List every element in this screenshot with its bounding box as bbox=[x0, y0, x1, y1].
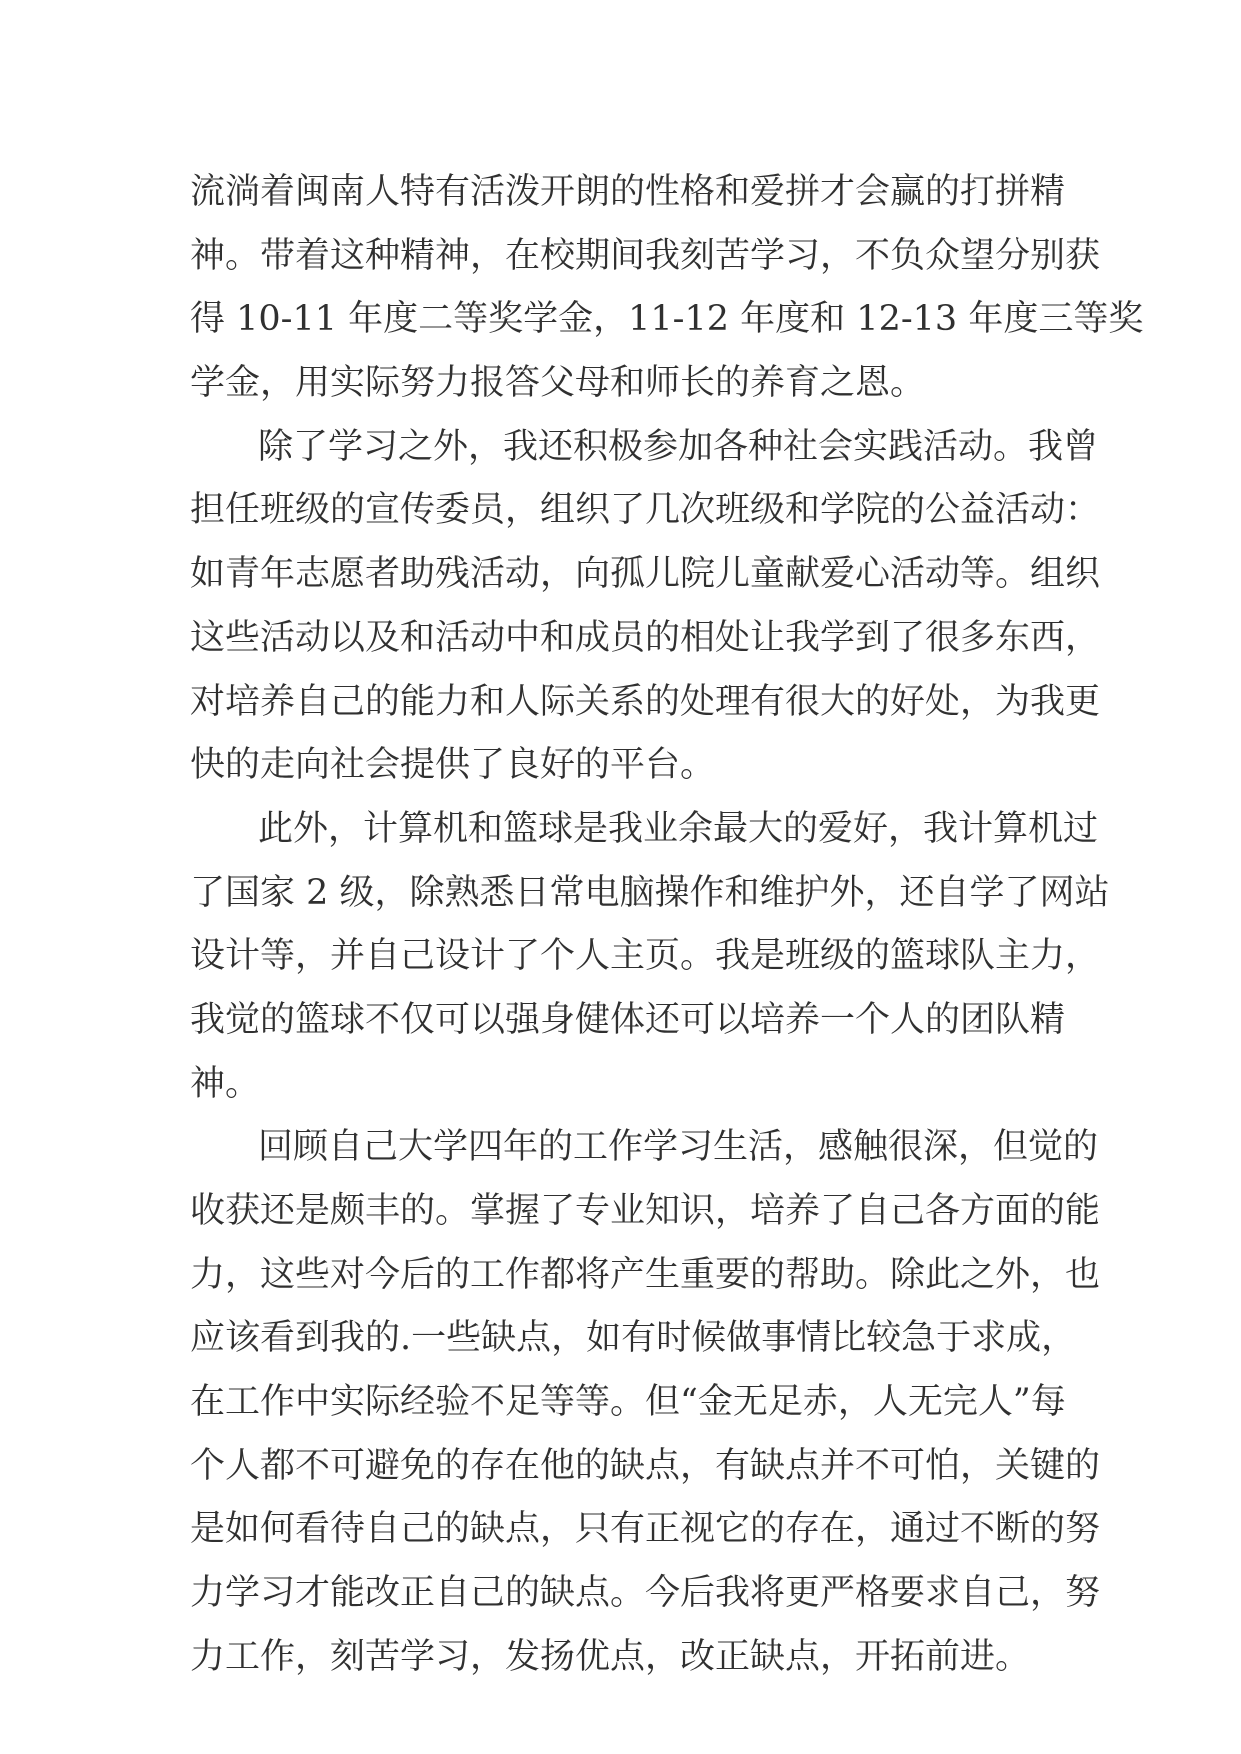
text-line: 我觉的篮球不仅可以强身健体还可以培养一个人的团队精 bbox=[190, 999, 1066, 1040]
text-line: 力学习才能改正自己的缺点。今后我将更严格要求自己，努 bbox=[190, 1573, 1101, 1614]
text-line: 应该看到我的.一些缺点，如有时候做事情比较急于求成， bbox=[190, 1318, 1077, 1359]
text-line: 担任班级的宣传委员，组织了几次班级和学院的公益活动： bbox=[190, 490, 1101, 531]
text-line: 除了学习之外，我还积极参加各种社会实践活动。我曾 bbox=[258, 426, 1099, 467]
document-body bbox=[190, 161, 1144, 1690]
text-line: 快的走向社会提供了良好的平台。 bbox=[190, 745, 716, 786]
text-line: 是如何看待自己的缺点，只有正视它的存在，通过不断的努 bbox=[190, 1509, 1101, 1550]
text-line: 对培养自己的能力和人际关系的处理有很大的好处，为我更 bbox=[190, 681, 1101, 722]
text-line: 此外，计算机和篮球是我业余最大的爱好，我计算机过 bbox=[258, 808, 1099, 849]
text-line: 在工作中实际经验不足等等。但“金无足赤，人无完人”每 bbox=[190, 1382, 1066, 1423]
text-line: 学金，用实际努力报答父母和师长的养育之恩。 bbox=[190, 363, 926, 404]
text-line: 流淌着闽南人特有活泼开朗的性格和爱拼才会赢的打拼精 bbox=[190, 172, 1066, 212]
text-line: 这些活动以及和活动中和成员的相处让我学到了很多东西， bbox=[190, 617, 1101, 658]
text-line: 回顾自己大学四年的工作学习生活，感触很深，但觉的 bbox=[258, 1127, 1099, 1168]
text-line: 得 10-11 年度二等奖学金，11-12 年度和 12-13 年度三等奖 bbox=[190, 299, 1144, 340]
text-line: 设计等，并自己设计了个人主页。我是班级的篮球队主力， bbox=[190, 936, 1101, 977]
text-line: 如青年志愿者助残活动，向孤儿院儿童献爱心活动等。组织 bbox=[190, 554, 1101, 595]
text-line: 神。带着这种精神，在校期间我刻苦学习，不负众望分别获 bbox=[190, 235, 1101, 276]
text-line: 神。 bbox=[190, 1063, 261, 1104]
text-line: 了国家 2 级，除熟悉日常电脑操作和维护外，还自学了网站 bbox=[190, 872, 1110, 913]
text-line: 力，这些对今后的工作都将产生重要的帮助。除此之外，也 bbox=[190, 1254, 1101, 1295]
text-line: 力工作，刻苦学习，发扬优点，改正缺点，开拓前进。 bbox=[190, 1636, 1031, 1677]
text-line: 收获还是颇丰的。掌握了专业知识，培养了自己各方面的能 bbox=[190, 1191, 1101, 1231]
text-line: 个人都不可避免的存在他的缺点，有缺点并不可怕，关键的 bbox=[190, 1445, 1101, 1486]
